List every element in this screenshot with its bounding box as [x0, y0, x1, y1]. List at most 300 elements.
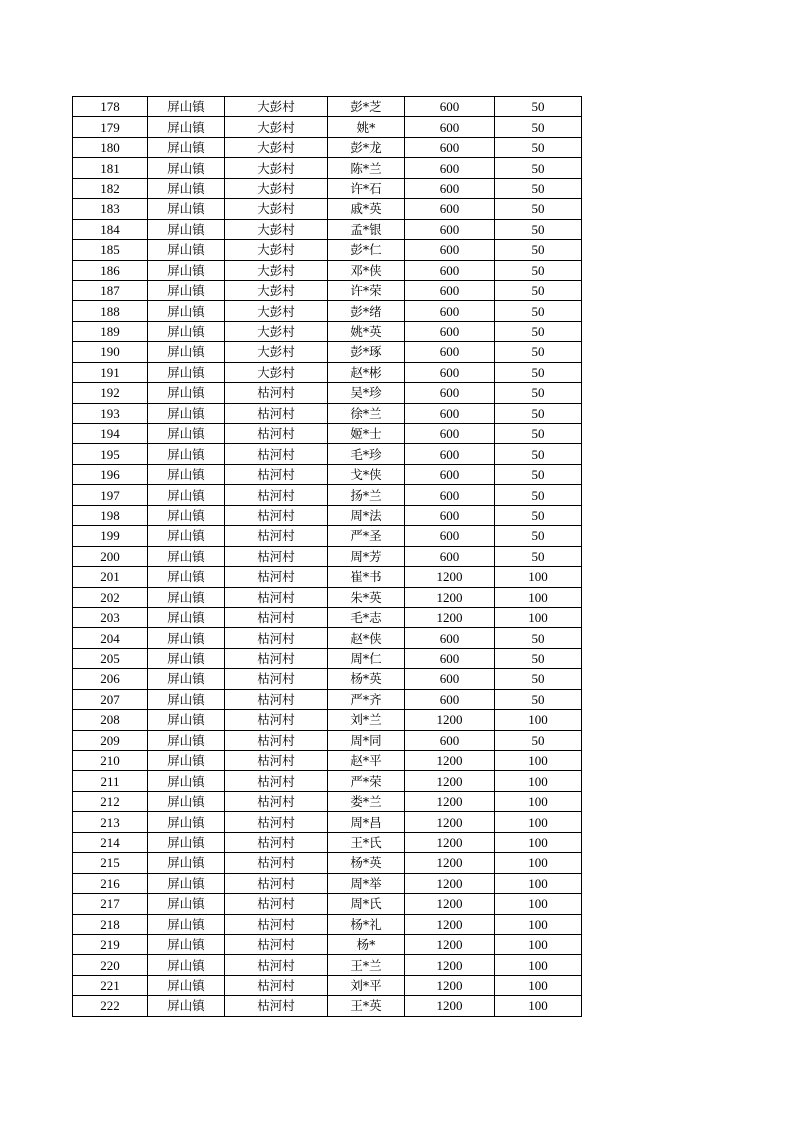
- row-number-cell: 209: [73, 730, 148, 750]
- table-row: [73, 894, 582, 914]
- town-cell: 屏山镇: [148, 301, 225, 321]
- amount-cell: 1200: [405, 934, 495, 954]
- village-cell: 大彭村: [225, 321, 328, 341]
- subsidy-cell: 100: [495, 832, 582, 852]
- row-number-cell: 189: [73, 321, 148, 341]
- village-cell: 枯河村: [225, 587, 328, 607]
- town-cell: 屏山镇: [148, 873, 225, 893]
- table-row: [73, 751, 582, 771]
- subsidy-cell: 50: [495, 730, 582, 750]
- table-row: [73, 546, 582, 566]
- table-row: [73, 117, 582, 137]
- table-row: [73, 771, 582, 791]
- amount-cell: 1200: [405, 607, 495, 627]
- amount-cell: 600: [405, 444, 495, 464]
- village-cell: 大彭村: [225, 240, 328, 260]
- town-cell: 屏山镇: [148, 526, 225, 546]
- village-cell: 枯河村: [225, 730, 328, 750]
- town-cell: 屏山镇: [148, 137, 225, 157]
- name-cell: 姬*士: [328, 424, 405, 444]
- row-number-cell: 195: [73, 444, 148, 464]
- row-number-cell: 181: [73, 158, 148, 178]
- amount-cell: 1200: [405, 955, 495, 975]
- name-cell: 彭*绪: [328, 301, 405, 321]
- amount-cell: 600: [405, 464, 495, 484]
- name-cell: 彭*芝: [328, 97, 405, 117]
- village-cell: 枯河村: [225, 710, 328, 730]
- name-cell: 娄*兰: [328, 791, 405, 811]
- amount-cell: 600: [405, 260, 495, 280]
- town-cell: 屏山镇: [148, 751, 225, 771]
- village-cell: 枯河村: [225, 628, 328, 648]
- amount-cell: 600: [405, 280, 495, 300]
- subsidy-cell: 50: [495, 403, 582, 423]
- amount-cell: 1200: [405, 975, 495, 995]
- town-cell: 屏山镇: [148, 403, 225, 423]
- village-cell: 枯河村: [225, 812, 328, 832]
- town-cell: 屏山镇: [148, 362, 225, 382]
- amount-cell: 600: [405, 199, 495, 219]
- name-cell: 崔*书: [328, 567, 405, 587]
- town-cell: 屏山镇: [148, 914, 225, 934]
- village-cell: 枯河村: [225, 873, 328, 893]
- row-number-cell: 197: [73, 485, 148, 505]
- name-cell: 严*圣: [328, 526, 405, 546]
- subsidy-cell: 50: [495, 137, 582, 157]
- name-cell: 杨*礼: [328, 914, 405, 934]
- table-row: [73, 975, 582, 995]
- row-number-cell: 180: [73, 137, 148, 157]
- amount-cell: 600: [405, 240, 495, 260]
- town-cell: 屏山镇: [148, 260, 225, 280]
- table-row: [73, 485, 582, 505]
- amount-cell: 1200: [405, 771, 495, 791]
- subsidy-cell: 50: [495, 485, 582, 505]
- subsidy-cell: 50: [495, 464, 582, 484]
- row-number-cell: 178: [73, 97, 148, 117]
- town-cell: 屏山镇: [148, 485, 225, 505]
- village-cell: 枯河村: [225, 832, 328, 852]
- subsidy-cell: 50: [495, 219, 582, 239]
- name-cell: 彭*琢: [328, 342, 405, 362]
- town-cell: 屏山镇: [148, 975, 225, 995]
- table-row: [73, 526, 582, 546]
- row-number-cell: 202: [73, 587, 148, 607]
- village-cell: 枯河村: [225, 546, 328, 566]
- subsidy-cell: 50: [495, 669, 582, 689]
- subsidy-cell: 50: [495, 342, 582, 362]
- amount-cell: 600: [405, 301, 495, 321]
- village-cell: 大彭村: [225, 137, 328, 157]
- name-cell: 王*氏: [328, 832, 405, 852]
- row-number-cell: 179: [73, 117, 148, 137]
- village-cell: 枯河村: [225, 444, 328, 464]
- name-cell: 周*举: [328, 873, 405, 893]
- subsidy-cell: 50: [495, 424, 582, 444]
- table-row: [73, 424, 582, 444]
- row-number-cell: 205: [73, 648, 148, 668]
- name-cell: 刘*兰: [328, 710, 405, 730]
- town-cell: 屏山镇: [148, 955, 225, 975]
- subsidy-cell: 50: [495, 260, 582, 280]
- name-cell: 孟*银: [328, 219, 405, 239]
- subsidy-cell: 50: [495, 97, 582, 117]
- town-cell: 屏山镇: [148, 730, 225, 750]
- amount-cell: 1200: [405, 812, 495, 832]
- village-cell: 大彭村: [225, 199, 328, 219]
- row-number-cell: 220: [73, 955, 148, 975]
- table-row: [73, 648, 582, 668]
- table-row: [73, 669, 582, 689]
- subsidy-cell: 50: [495, 444, 582, 464]
- village-cell: 大彭村: [225, 178, 328, 198]
- amount-cell: 1200: [405, 873, 495, 893]
- village-cell: 枯河村: [225, 567, 328, 587]
- table-row: [73, 934, 582, 954]
- name-cell: 周*同: [328, 730, 405, 750]
- village-cell: 枯河村: [225, 485, 328, 505]
- village-cell: 枯河村: [225, 505, 328, 525]
- row-number-cell: 198: [73, 505, 148, 525]
- table-row: [73, 996, 582, 1016]
- name-cell: 戈*侠: [328, 464, 405, 484]
- table-row: [73, 403, 582, 423]
- table-row: [73, 260, 582, 280]
- subsidy-cell: 50: [495, 362, 582, 382]
- row-number-cell: 191: [73, 362, 148, 382]
- village-cell: 大彭村: [225, 219, 328, 239]
- row-number-cell: 216: [73, 873, 148, 893]
- name-cell: 徐*兰: [328, 403, 405, 423]
- name-cell: 周*昌: [328, 812, 405, 832]
- town-cell: 屏山镇: [148, 383, 225, 403]
- amount-cell: 600: [405, 342, 495, 362]
- name-cell: 刘*平: [328, 975, 405, 995]
- table-row: [73, 342, 582, 362]
- table-row: [73, 873, 582, 893]
- town-cell: 屏山镇: [148, 342, 225, 362]
- amount-cell: 600: [405, 526, 495, 546]
- table-row: [73, 464, 582, 484]
- subsidy-cell: 100: [495, 955, 582, 975]
- name-cell: 周*芳: [328, 546, 405, 566]
- town-cell: 屏山镇: [148, 996, 225, 1016]
- name-cell: 赵*平: [328, 751, 405, 771]
- village-cell: 枯河村: [225, 424, 328, 444]
- village-cell: 枯河村: [225, 403, 328, 423]
- row-number-cell: 219: [73, 934, 148, 954]
- village-cell: 枯河村: [225, 975, 328, 995]
- village-cell: 枯河村: [225, 526, 328, 546]
- name-cell: 吴*珍: [328, 383, 405, 403]
- amount-cell: 1200: [405, 567, 495, 587]
- village-cell: 大彭村: [225, 301, 328, 321]
- subsidy-cell: 50: [495, 383, 582, 403]
- subsidy-cell: 50: [495, 546, 582, 566]
- row-number-cell: 222: [73, 996, 148, 1016]
- amount-cell: 1200: [405, 791, 495, 811]
- subsidy-cell: 100: [495, 791, 582, 811]
- amount-cell: 600: [405, 117, 495, 137]
- row-number-cell: 187: [73, 280, 148, 300]
- name-cell: 赵*彬: [328, 362, 405, 382]
- subsidy-cell: 50: [495, 117, 582, 137]
- name-cell: 姚*: [328, 117, 405, 137]
- name-cell: 姚*英: [328, 321, 405, 341]
- amount-cell: 1200: [405, 832, 495, 852]
- village-cell: 枯河村: [225, 934, 328, 954]
- amount-cell: 600: [405, 628, 495, 648]
- row-number-cell: 215: [73, 853, 148, 873]
- table-row: [73, 853, 582, 873]
- town-cell: 屏山镇: [148, 771, 225, 791]
- village-cell: 枯河村: [225, 914, 328, 934]
- town-cell: 屏山镇: [148, 812, 225, 832]
- name-cell: 毛*志: [328, 607, 405, 627]
- amount-cell: 600: [405, 158, 495, 178]
- amount-cell: 600: [405, 485, 495, 505]
- name-cell: 赵*侠: [328, 628, 405, 648]
- name-cell: 王*英: [328, 996, 405, 1016]
- town-cell: 屏山镇: [148, 97, 225, 117]
- amount-cell: 1200: [405, 853, 495, 873]
- subsidy-cell: 100: [495, 894, 582, 914]
- village-cell: 大彭村: [225, 158, 328, 178]
- amount-cell: 600: [405, 178, 495, 198]
- table-row: [73, 137, 582, 157]
- table-row: [73, 730, 582, 750]
- row-number-cell: 196: [73, 464, 148, 484]
- row-number-cell: 193: [73, 403, 148, 423]
- subsidy-cell: 50: [495, 689, 582, 709]
- subsidy-cell: 100: [495, 710, 582, 730]
- name-cell: 严*荣: [328, 771, 405, 791]
- subsidy-cell: 50: [495, 628, 582, 648]
- town-cell: 屏山镇: [148, 648, 225, 668]
- table-row: [73, 710, 582, 730]
- subsidy-cell: 50: [495, 648, 582, 668]
- name-cell: 周*氏: [328, 894, 405, 914]
- amount-cell: 1200: [405, 710, 495, 730]
- subsidy-cell: 100: [495, 996, 582, 1016]
- row-number-cell: 201: [73, 567, 148, 587]
- name-cell: 彭*仁: [328, 240, 405, 260]
- row-number-cell: 218: [73, 914, 148, 934]
- name-cell: 王*兰: [328, 955, 405, 975]
- village-cell: 枯河村: [225, 669, 328, 689]
- amount-cell: 600: [405, 424, 495, 444]
- row-number-cell: 212: [73, 791, 148, 811]
- town-cell: 屏山镇: [148, 791, 225, 811]
- table-row: [73, 240, 582, 260]
- table-row: [73, 955, 582, 975]
- amount-cell: 600: [405, 403, 495, 423]
- table-row: [73, 832, 582, 852]
- name-cell: 杨*英: [328, 669, 405, 689]
- subsidy-cell: 100: [495, 975, 582, 995]
- subsidy-cell: 50: [495, 240, 582, 260]
- row-number-cell: 203: [73, 607, 148, 627]
- table-row: [73, 178, 582, 198]
- subsidy-cell: 100: [495, 587, 582, 607]
- subsidy-cell: 50: [495, 321, 582, 341]
- amount-cell: 600: [405, 137, 495, 157]
- name-cell: 邓*侠: [328, 260, 405, 280]
- town-cell: 屏山镇: [148, 280, 225, 300]
- town-cell: 屏山镇: [148, 199, 225, 219]
- name-cell: 严*齐: [328, 689, 405, 709]
- row-number-cell: 200: [73, 546, 148, 566]
- table-row: [73, 383, 582, 403]
- town-cell: 屏山镇: [148, 424, 225, 444]
- town-cell: 屏山镇: [148, 894, 225, 914]
- town-cell: 屏山镇: [148, 628, 225, 648]
- table-row: [73, 567, 582, 587]
- subsidy-cell: 50: [495, 505, 582, 525]
- town-cell: 屏山镇: [148, 607, 225, 627]
- subsidy-cell: 50: [495, 301, 582, 321]
- name-cell: 周*法: [328, 505, 405, 525]
- row-number-cell: 183: [73, 199, 148, 219]
- amount-cell: 600: [405, 546, 495, 566]
- town-cell: 屏山镇: [148, 934, 225, 954]
- village-cell: 大彭村: [225, 280, 328, 300]
- table-row: [73, 587, 582, 607]
- village-cell: 大彭村: [225, 97, 328, 117]
- name-cell: 杨*英: [328, 853, 405, 873]
- row-number-cell: 206: [73, 669, 148, 689]
- amount-cell: 1200: [405, 894, 495, 914]
- amount-cell: 1200: [405, 587, 495, 607]
- subsidy-cell: 50: [495, 526, 582, 546]
- row-number-cell: 188: [73, 301, 148, 321]
- subsidy-cell: 100: [495, 934, 582, 954]
- town-cell: 屏山镇: [148, 158, 225, 178]
- amount-cell: 600: [405, 648, 495, 668]
- village-cell: 枯河村: [225, 751, 328, 771]
- subsidy-cell: 100: [495, 853, 582, 873]
- table-row: [73, 321, 582, 341]
- row-number-cell: 190: [73, 342, 148, 362]
- town-cell: 屏山镇: [148, 710, 225, 730]
- town-cell: 屏山镇: [148, 669, 225, 689]
- table-row: [73, 301, 582, 321]
- town-cell: 屏山镇: [148, 444, 225, 464]
- amount-cell: 600: [405, 383, 495, 403]
- name-cell: 陈*兰: [328, 158, 405, 178]
- amount-cell: 600: [405, 505, 495, 525]
- table-row: [73, 199, 582, 219]
- row-number-cell: 185: [73, 240, 148, 260]
- row-number-cell: 186: [73, 260, 148, 280]
- subsidy-cell: 50: [495, 199, 582, 219]
- village-cell: 枯河村: [225, 689, 328, 709]
- name-cell: 毛*珍: [328, 444, 405, 464]
- amount-cell: 600: [405, 362, 495, 382]
- town-cell: 屏山镇: [148, 219, 225, 239]
- table-row: [73, 219, 582, 239]
- village-cell: 枯河村: [225, 791, 328, 811]
- village-cell: 大彭村: [225, 362, 328, 382]
- amount-cell: 600: [405, 219, 495, 239]
- village-cell: 枯河村: [225, 771, 328, 791]
- village-cell: 枯河村: [225, 607, 328, 627]
- town-cell: 屏山镇: [148, 587, 225, 607]
- subsidy-cell: 50: [495, 280, 582, 300]
- town-cell: 屏山镇: [148, 853, 225, 873]
- subsidy-cell: 100: [495, 751, 582, 771]
- name-cell: 彭*龙: [328, 137, 405, 157]
- name-cell: 朱*英: [328, 587, 405, 607]
- town-cell: 屏山镇: [148, 832, 225, 852]
- row-number-cell: 210: [73, 751, 148, 771]
- table-row: [73, 97, 582, 117]
- row-number-cell: 214: [73, 832, 148, 852]
- subsidy-cell: 100: [495, 873, 582, 893]
- subsidy-cell: 100: [495, 771, 582, 791]
- table-row: [73, 628, 582, 648]
- name-cell: 戚*英: [328, 199, 405, 219]
- table-row: [73, 505, 582, 525]
- amount-cell: 600: [405, 689, 495, 709]
- amount-cell: 1200: [405, 996, 495, 1016]
- village-cell: 枯河村: [225, 853, 328, 873]
- row-number-cell: 192: [73, 383, 148, 403]
- table-row: [73, 280, 582, 300]
- subsidy-cell: 50: [495, 178, 582, 198]
- name-cell: 许*石: [328, 178, 405, 198]
- subsidy-cell: 100: [495, 914, 582, 934]
- row-number-cell: 199: [73, 526, 148, 546]
- village-cell: 枯河村: [225, 894, 328, 914]
- row-number-cell: 208: [73, 710, 148, 730]
- amount-cell: 1200: [405, 914, 495, 934]
- table-row: [73, 812, 582, 832]
- town-cell: 屏山镇: [148, 240, 225, 260]
- row-number-cell: 211: [73, 771, 148, 791]
- data-table: [72, 96, 582, 1017]
- row-number-cell: 182: [73, 178, 148, 198]
- village-cell: 大彭村: [225, 117, 328, 137]
- village-cell: 枯河村: [225, 383, 328, 403]
- name-cell: 周*仁: [328, 648, 405, 668]
- subsidy-cell: 100: [495, 607, 582, 627]
- amount-cell: 600: [405, 730, 495, 750]
- subsidy-cell: 100: [495, 812, 582, 832]
- row-number-cell: 221: [73, 975, 148, 995]
- row-number-cell: 207: [73, 689, 148, 709]
- village-cell: 枯河村: [225, 955, 328, 975]
- row-number-cell: 213: [73, 812, 148, 832]
- amount-cell: 600: [405, 97, 495, 117]
- row-number-cell: 184: [73, 219, 148, 239]
- subsidy-cell: 50: [495, 158, 582, 178]
- table-row: [73, 362, 582, 382]
- row-number-cell: 194: [73, 424, 148, 444]
- village-cell: 枯河村: [225, 464, 328, 484]
- town-cell: 屏山镇: [148, 546, 225, 566]
- name-cell: 杨*: [328, 934, 405, 954]
- table-row: [73, 607, 582, 627]
- town-cell: 屏山镇: [148, 464, 225, 484]
- table-row: [73, 689, 582, 709]
- village-cell: 大彭村: [225, 342, 328, 362]
- amount-cell: 600: [405, 669, 495, 689]
- village-cell: 枯河村: [225, 648, 328, 668]
- table-row: [73, 914, 582, 934]
- row-number-cell: 204: [73, 628, 148, 648]
- name-cell: 许*荣: [328, 280, 405, 300]
